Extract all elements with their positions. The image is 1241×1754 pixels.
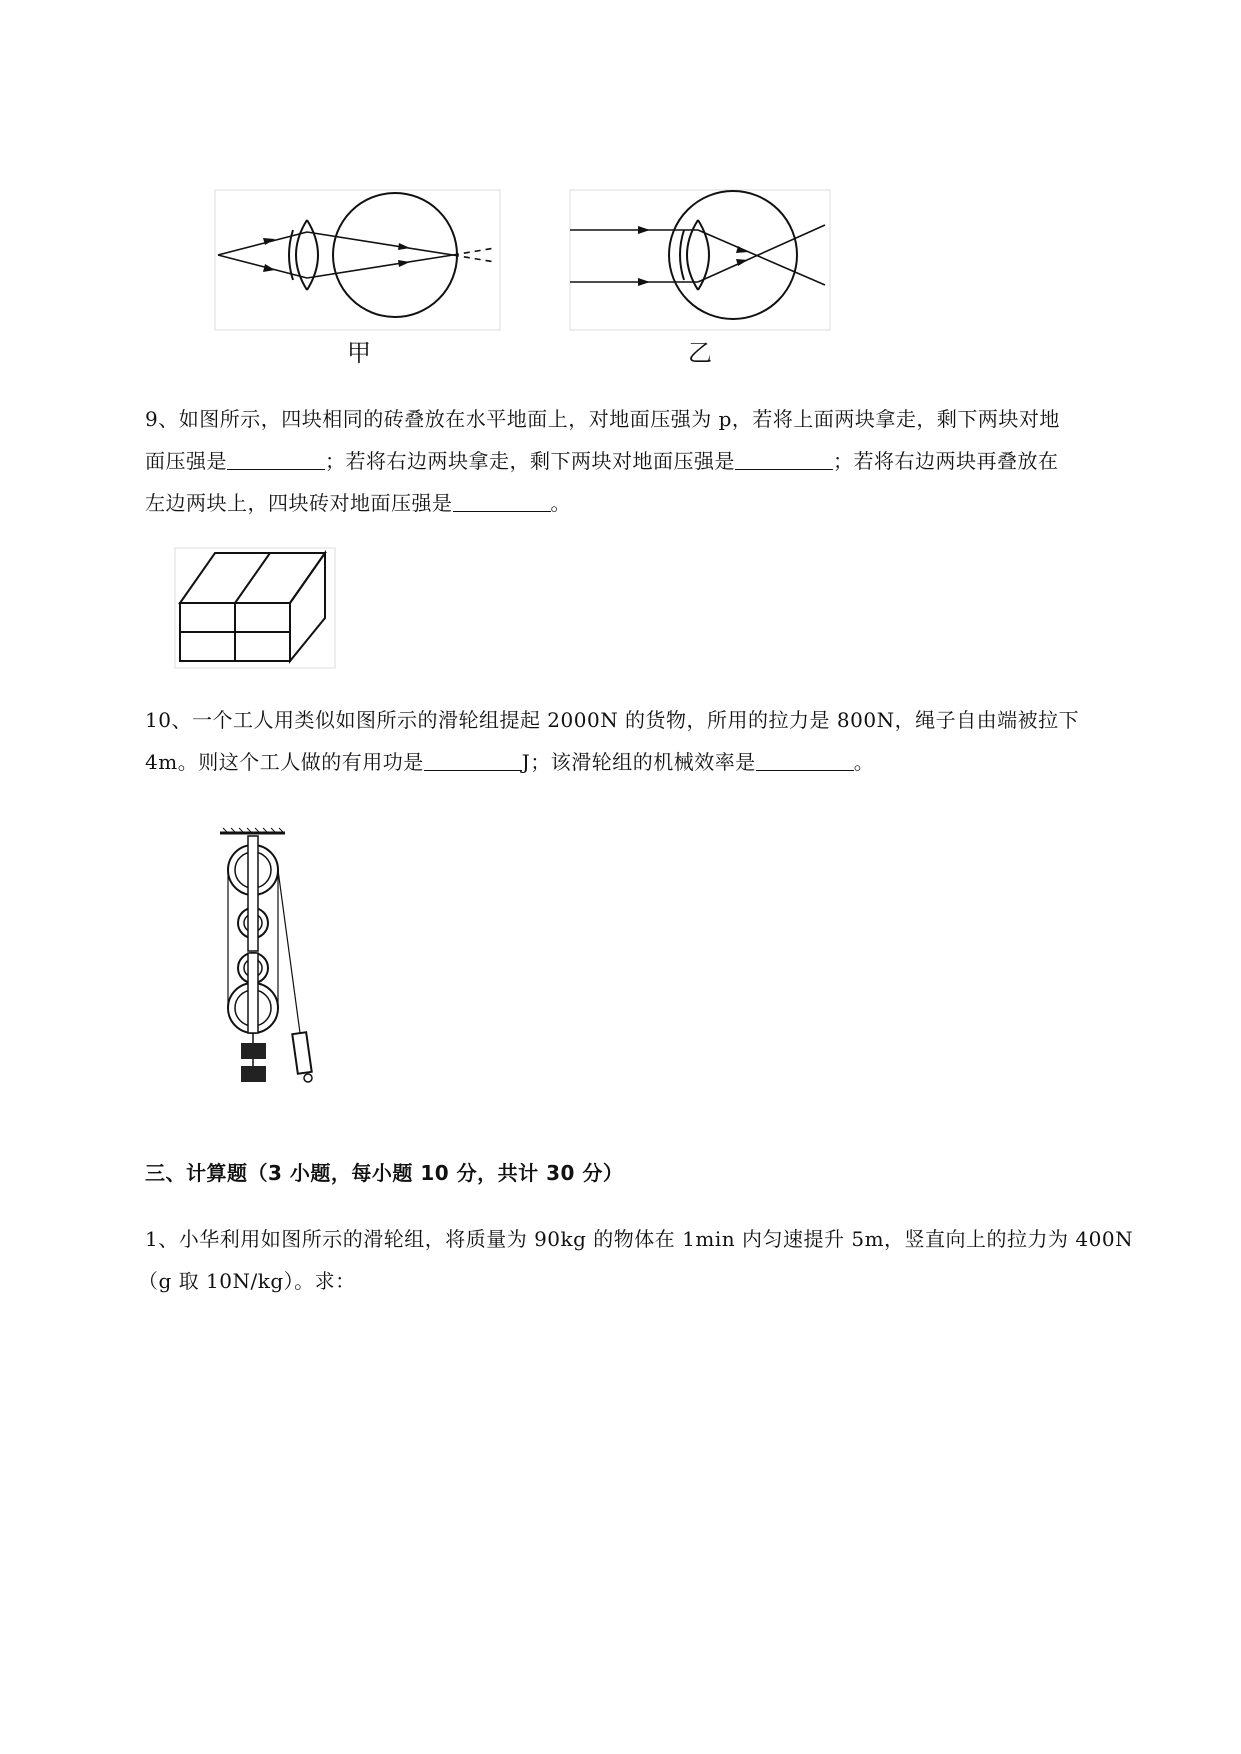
- q10-text-a: 4m。则这个工人做的有用功是: [145, 750, 424, 774]
- q9-line-2: [145, 447, 1059, 475]
- figure-bricks: [175, 548, 335, 668]
- q9-text-d: 左边两块上，四块砖对地面压强是: [145, 491, 453, 515]
- figure-eye-yi: [570, 190, 830, 330]
- q10-text-c: 。: [853, 750, 875, 774]
- q10-answer-blank-2[interactable]: [756, 750, 854, 771]
- q9-text-c: ；若将右边两块再叠放在: [833, 449, 1059, 473]
- q10-text-b: J；该滑轮组的机械效率是: [521, 750, 756, 774]
- q10-line-2: [145, 748, 874, 776]
- q10-answer-blank-1[interactable]: [424, 750, 522, 771]
- caption-jia: 甲: [347, 339, 371, 367]
- pulley-diagram: [215, 828, 335, 1083]
- q9-line-3: [145, 489, 571, 517]
- q10-line-1: 10、一个工人用类似如图所示的滑轮组提起 2000N 的货物，所用的拉力是 800N，绳子自由端被拉下: [145, 708, 1080, 732]
- figure-eye-jia: [215, 190, 500, 330]
- eye-diagram-jia: [215, 190, 500, 330]
- caption-yi: 乙: [688, 339, 712, 367]
- section-3-heading: 三、计算题（3 小题，每小题 10 分，共计 30 分）: [145, 1161, 624, 1185]
- q9-answer-blank-2[interactable]: [735, 449, 833, 470]
- bricks-diagram: [175, 548, 335, 668]
- q9-text-a: 面压强是: [145, 449, 227, 473]
- calc1-line-2: （g 取 10N/kg）。求：: [138, 1269, 356, 1293]
- q9-answer-blank-3[interactable]: [453, 491, 551, 512]
- eye-diagram-yi: [570, 190, 830, 330]
- calc1-line-1: 1、小华利用如图所示的滑轮组，将质量为 90kg 的物体在 1min 内匀速提升 5m，竖直向上的拉力为 400N: [145, 1227, 1134, 1251]
- figure-pulley: [215, 828, 335, 1083]
- q9-text-b: ；若将右边两块拿走，剩下两块对地面压强是: [325, 449, 735, 473]
- q9-answer-blank-1[interactable]: [227, 449, 325, 470]
- q9-text-e: 。: [550, 491, 571, 515]
- q9-line-1: 9、如图所示，四块相同的砖叠放在水平地面上，对地面压强为 p，若将上面两块拿走，剩下两块对地: [145, 407, 1060, 431]
